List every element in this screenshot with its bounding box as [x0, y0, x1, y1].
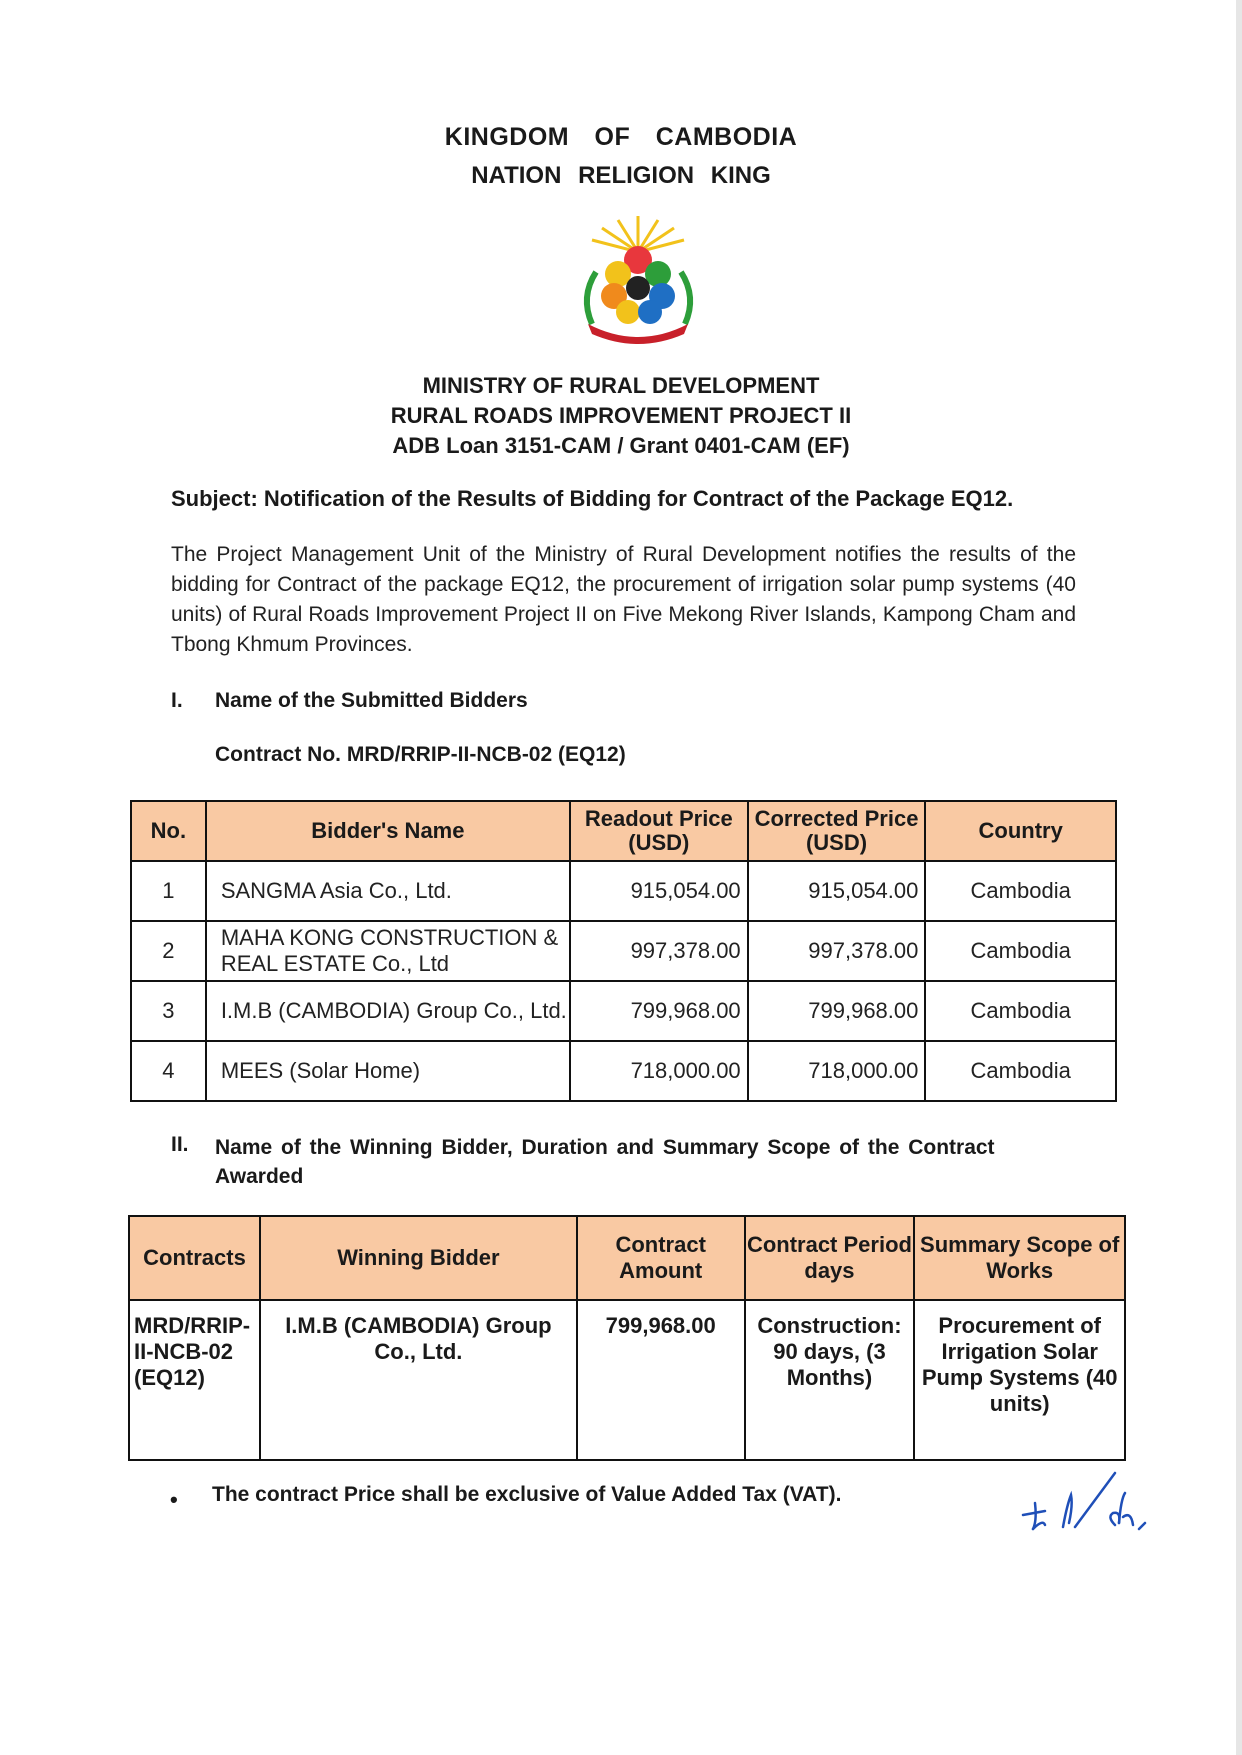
scope-of-works: Procurement of Irrigation Solar Pump Systems (40 units): [914, 1300, 1125, 1460]
winning-bidder: I.M.B (CAMBODIA) Group Co., Ltd.: [260, 1300, 577, 1460]
contract-period: Construction: 90 days, (3 Months): [745, 1300, 915, 1460]
contract-amount: 799,968.00: [577, 1300, 745, 1460]
ministry-emblem-icon: [566, 212, 711, 350]
row-number: 2: [131, 921, 206, 981]
kingdom-heading: KINGDOM OF CAMBODIA: [444, 123, 798, 151]
corrected-price: 915,054.00: [748, 861, 926, 921]
bidders-table: [130, 800, 1117, 1102]
row-number: 3: [131, 981, 206, 1041]
ministry-name: MINISTRY OF RURAL DEVELOPMENT: [422, 373, 820, 398]
column-header: Readout Price (USD): [570, 801, 748, 861]
column-header: Bidder's Name: [206, 801, 570, 861]
country: Cambodia: [925, 861, 1116, 921]
table-row: [129, 1300, 1125, 1460]
subject-line: Subject: Notification of the Results of Bidding for Contract of the Package EQ12.: [171, 486, 1014, 511]
bidder-name: SANGMA Asia Co., Ltd.: [206, 861, 570, 921]
row-number: 4: [131, 1041, 206, 1101]
corrected-price: 997,378.00: [748, 921, 926, 981]
column-header: Contract Amount: [577, 1216, 745, 1300]
column-header: Summary Scope of Works: [914, 1216, 1125, 1300]
section-title: Name of the Winning Bidder, Duration and Summary Scope of the Contract Awarded: [215, 1136, 995, 1188]
corrected-price: 718,000.00: [748, 1041, 926, 1101]
award-table: [128, 1215, 1126, 1461]
table-header-row: [131, 801, 1116, 861]
project-name: RURAL ROADS IMPROVEMENT PROJECT II: [390, 403, 852, 428]
table-row: [131, 861, 1116, 921]
readout-price: 915,054.00: [570, 861, 748, 921]
column-header: Winning Bidder: [260, 1216, 577, 1300]
page-edge-shadow: [1236, 0, 1242, 1755]
signature-icon: [1015, 1465, 1175, 1545]
vat-note: The contract Price shall be exclusive of Value Added Tax (VAT).: [212, 1483, 842, 1506]
country: Cambodia: [925, 1041, 1116, 1101]
column-header: Contract Period days: [745, 1216, 915, 1300]
motto-heading: NATION RELIGION KING: [471, 162, 771, 189]
bidder-name: I.M.B (CAMBODIA) Group Co., Ltd.: [206, 981, 570, 1041]
table-row: [131, 1041, 1116, 1101]
section-number: I.: [171, 689, 183, 712]
corrected-price: 799,968.00: [748, 981, 926, 1041]
readout-price: 718,000.00: [570, 1041, 748, 1101]
bidder-name: MAHA KONG CONSTRUCTION & REAL ESTATE Co., Ltd: [206, 921, 570, 981]
row-number: 1: [131, 861, 206, 921]
column-header: No.: [131, 801, 206, 861]
bullet-marker: •: [170, 1487, 178, 1512]
table-header-row: [129, 1216, 1125, 1300]
bidder-name: MEES (Solar Home): [206, 1041, 570, 1101]
column-header: Contracts: [129, 1216, 260, 1300]
contract-reference: MRD/RRIP-II-NCB-02 (EQ12): [129, 1300, 260, 1460]
section-title: Name of the Submitted Bidders: [215, 689, 528, 712]
section-number: II.: [171, 1133, 189, 1156]
intro-paragraph: The Project Management Unit of the Ministry of Rural Development notifies the results of the bidding for Contract of the package EQ12, the procurement of irrigation solar pump systems (40 units) of Rural Roads Improvement Project II on Five Mekong River Islands, Kampong Cham and Tbong Khmum Provinces.: [171, 543, 1076, 656]
readout-price: 997,378.00: [570, 921, 748, 981]
country: Cambodia: [925, 921, 1116, 981]
loan-reference: ADB Loan 3151-CAM / Grant 0401-CAM (EF): [392, 433, 850, 458]
table-row: [131, 921, 1116, 981]
country: Cambodia: [925, 981, 1116, 1041]
column-header: Corrected Price (USD): [748, 801, 926, 861]
column-header: Country: [925, 801, 1116, 861]
readout-price: 799,968.00: [570, 981, 748, 1041]
contract-number: Contract No. MRD/RRIP-II-NCB-02 (EQ12): [215, 743, 626, 766]
table-row: [131, 981, 1116, 1041]
